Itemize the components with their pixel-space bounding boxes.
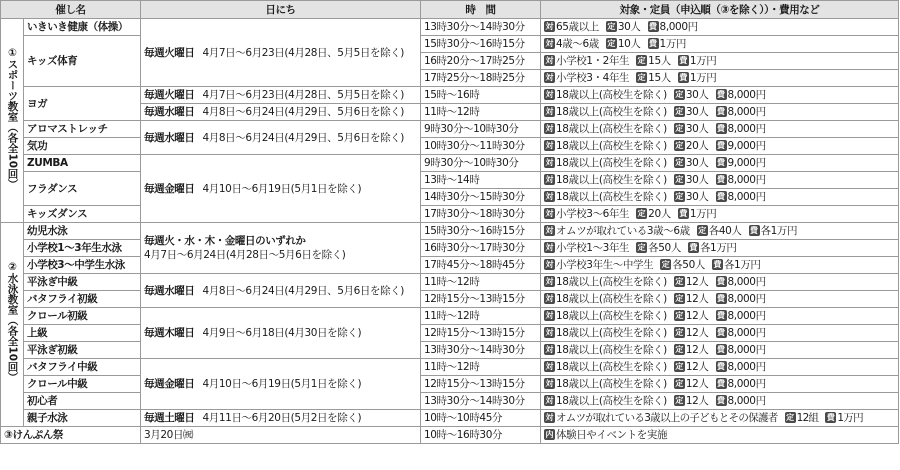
target-tag-icon: 対 (545, 396, 554, 405)
event-target (541, 257, 899, 274)
capacity-text: 30人 (685, 191, 709, 203)
date-range: 4月11日～6月20日(5月2日を除く) (202, 412, 362, 424)
event-target (541, 359, 899, 376)
fee-tag-icon: 費 (679, 73, 688, 82)
target-text: オムツが取れている3歳以上の子どもとその保護者 (556, 412, 778, 424)
event-name: ZUMBA (24, 155, 141, 172)
fest-time: 10時～16時30分 (421, 427, 541, 444)
event-target (541, 240, 899, 257)
fee-text: 各1万円 (760, 225, 798, 237)
capacity-tag-icon: 定 (675, 90, 684, 99)
fee-text: 各1万円 (699, 242, 737, 254)
capacity-text: 12人 (685, 293, 709, 305)
capacity-text: 20人 (685, 140, 709, 152)
header-date: 日にち (141, 1, 421, 19)
fee-tag-icon: 費 (717, 90, 726, 99)
event-time: 11時～12時 (421, 359, 541, 376)
weekday: 毎週金曜日 (144, 182, 195, 195)
event-name: いきいき健康（体操） (24, 19, 141, 36)
fee-tag-icon: 費 (717, 277, 726, 286)
event-name: 上級 (24, 325, 141, 342)
capacity-tag-icon: 定 (675, 141, 684, 150)
target-text: 4歳～6歳 (556, 38, 599, 50)
fee-text: 8,000円 (727, 378, 766, 390)
event-target (541, 172, 899, 189)
event-target (541, 410, 899, 427)
capacity-text: 10人 (617, 38, 641, 50)
event-target (541, 53, 899, 70)
event-name: キッズ体育 (24, 36, 141, 87)
event-time: 17時45分～18時45分 (421, 257, 541, 274)
fee-tag-icon: 費 (679, 56, 688, 65)
date-range: 4月8日～6月24日(4月29日、5月6日を除く) (202, 284, 404, 297)
capacity-text: 12人 (685, 276, 709, 288)
event-name: バタフライ中級 (24, 359, 141, 376)
fee-tag-icon: 費 (717, 141, 726, 150)
section-sports-label: ①スポーツ教室（各全10回） (6, 46, 19, 190)
capacity-text: 各50人 (648, 242, 681, 254)
weekday: 毎週火・水・木・金曜日のいずれか (144, 235, 306, 247)
weekday: 毎週火曜日 (144, 89, 195, 101)
capacity-text: 30人 (685, 123, 709, 135)
fee-text: 8,000円 (727, 344, 766, 356)
event-date (141, 410, 421, 427)
event-name: クロール中級 (24, 376, 141, 393)
event-name: 小学校3～中学生水泳 (24, 257, 141, 274)
fee-text: 各1万円 (723, 259, 761, 271)
table-row (1, 291, 899, 308)
fee-tag-icon: 費 (717, 107, 726, 116)
table-row (1, 410, 899, 427)
date-range: 4月7日～6月23日(4月28日、5月5日を除く) (202, 46, 404, 59)
target-text: 小学校3～6年生 (556, 208, 630, 220)
event-target (541, 274, 899, 291)
event-time: 9時30分～10時30分 (421, 155, 541, 172)
table-row (1, 121, 899, 138)
event-time: 15時～16時 (421, 87, 541, 104)
fee-text: 8,000円 (727, 327, 766, 339)
capacity-tag-icon: 定 (675, 328, 684, 337)
date-range: 4月8日～6月24日(4月29日、5月6日を除く) (202, 106, 404, 118)
capacity-text: 各40人 (708, 225, 742, 237)
header-target: 対象・定員（申込順（③を除く））・費用など (541, 1, 899, 19)
event-name: 平泳ぎ初級 (24, 342, 141, 359)
fee-text: 8,000円 (727, 310, 766, 322)
event-time: 11時～12時 (421, 308, 541, 325)
table-row (1, 155, 899, 172)
fee-text: 8,000円 (727, 276, 766, 288)
table-row (1, 223, 899, 240)
target-tag-icon: 対 (545, 260, 554, 269)
target-text: 18歳以上(高校生を除く) (556, 327, 667, 339)
capacity-tag-icon: 定 (675, 345, 684, 354)
event-time: 17時25分～18時25分 (421, 70, 541, 87)
target-text: 65歳以上 (556, 21, 599, 33)
fee-tag-icon: 費 (717, 158, 726, 167)
table-row (1, 87, 899, 104)
table-row (1, 342, 899, 359)
capacity-tag-icon: 定 (675, 396, 684, 405)
fee-tag-icon: 費 (689, 243, 698, 252)
target-text: 18歳以上(高校生を除く) (556, 361, 667, 373)
capacity-tag-icon: 定 (607, 22, 616, 31)
fee-tag-icon: 費 (717, 175, 726, 184)
target-text: 18歳以上(高校生を除く) (556, 276, 667, 288)
weekday: 毎週土曜日 (144, 412, 195, 424)
event-target (541, 36, 899, 53)
event-time: 14時30分～15時30分 (421, 189, 541, 206)
event-name: アロマストレッチ (24, 121, 141, 138)
fest-date: 3月20日㈷ (141, 427, 421, 444)
date-range: 4月10日～6月19日(5月1日を除く) (202, 378, 362, 390)
table-row (1, 206, 899, 223)
fee-text: 9,000円 (727, 140, 766, 152)
capacity-text: 20人 (648, 208, 671, 220)
date-range: 4月7日～6月23日(4月28日、5月5日を除く) (202, 89, 404, 101)
event-target (541, 104, 899, 121)
target-text: 18歳以上(高校生を除く) (556, 395, 667, 407)
event-target (541, 19, 899, 36)
fee-text: 1万円 (689, 72, 717, 84)
capacity-tag-icon: 定 (786, 413, 795, 422)
capacity-text: 12人 (685, 344, 709, 356)
event-name: 初心者 (24, 393, 141, 410)
fee-text: 1万円 (837, 412, 863, 424)
fee-tag-icon: 費 (717, 362, 726, 371)
capacity-text: 12人 (685, 395, 709, 407)
target-text: 18歳以上(高校生を除く) (556, 378, 667, 390)
event-time: 12時15分～13時15分 (421, 376, 541, 393)
capacity-tag-icon: 定 (607, 39, 616, 48)
event-target (541, 308, 899, 325)
table-row (1, 393, 899, 410)
capacity-text: 12組 (796, 412, 819, 424)
event-target (541, 325, 899, 342)
section-sports (1, 19, 24, 223)
capacity-text: 30人 (617, 21, 641, 33)
fee-tag-icon: 費 (717, 379, 726, 388)
target-tag-icon: 対 (545, 192, 554, 201)
fee-text: 8,000円 (727, 361, 766, 373)
date-range: 4月7日～6月24日(4月28日～5月6日を除く) (144, 249, 346, 261)
fee-text: 8,000円 (727, 106, 766, 118)
target-text: 18歳以上(高校生を除く) (556, 191, 667, 203)
event-date (141, 121, 421, 155)
table-row (1, 240, 899, 257)
target-text: 小学校1～3年生 (556, 242, 630, 254)
fee-text: 8,000円 (659, 21, 698, 33)
table-row (1, 36, 899, 53)
event-date (141, 274, 421, 308)
event-time: 12時15分～13時15分 (421, 325, 541, 342)
target-tag-icon: 対 (545, 22, 554, 31)
event-time: 15時30分～16時15分 (421, 223, 541, 240)
weekday: 毎週火曜日 (144, 46, 195, 59)
capacity-text: 各50人 (672, 259, 705, 271)
header-time: 時 間 (421, 1, 541, 19)
target-text: 18歳以上(高校生を除く) (556, 174, 667, 186)
capacity-text: 12人 (685, 378, 709, 390)
target-tag-icon: 対 (545, 141, 554, 150)
capacity-tag-icon: 定 (637, 243, 646, 252)
weekday: 毎週水曜日 (144, 106, 195, 118)
target-tag-icon: 対 (545, 362, 554, 371)
target-tag-icon: 対 (545, 413, 554, 422)
target-text: オムツが取れている3歳～6歳 (556, 225, 690, 237)
event-target (541, 376, 899, 393)
event-name: 小学校1～3年生水泳 (24, 240, 141, 257)
table-row (1, 138, 899, 155)
event-target (541, 87, 899, 104)
event-date (141, 155, 421, 223)
target-text: 小学校1・2年生 (556, 55, 630, 67)
event-name: クロール初級 (24, 308, 141, 325)
event-target (541, 70, 899, 87)
event-date (141, 19, 421, 87)
capacity-tag-icon: 定 (675, 362, 684, 371)
fee-tag-icon: 費 (750, 226, 759, 235)
target-tag-icon: 対 (545, 311, 554, 320)
event-target (541, 342, 899, 359)
capacity-tag-icon: 定 (675, 124, 684, 133)
table-row (1, 19, 899, 36)
event-target (541, 121, 899, 138)
event-time: 10時～10時45分 (421, 410, 541, 427)
event-name: 親子水泳 (24, 410, 141, 427)
fee-text: 8,000円 (727, 174, 766, 186)
event-time: 16時30分～17時30分 (421, 240, 541, 257)
event-name: ヨガ (24, 87, 141, 121)
target-text: 小学校3・4年生 (556, 72, 630, 84)
event-time: 12時15分～13時15分 (421, 291, 541, 308)
header-event: 催し名 (1, 1, 141, 19)
capacity-tag-icon: 定 (698, 226, 707, 235)
table-row (1, 376, 899, 393)
target-text: 18歳以上(高校生を除く) (556, 89, 667, 101)
event-date (141, 104, 421, 121)
fee-tag-icon: 費 (649, 39, 658, 48)
event-target (541, 393, 899, 410)
event-name: バタフライ初級 (24, 291, 141, 308)
target-tag-icon: 対 (545, 328, 554, 337)
weekday: 毎週水曜日 (144, 284, 195, 297)
event-time: 13時30分～14時30分 (421, 393, 541, 410)
event-name: 幼児水泳 (24, 223, 141, 240)
weekday: 毎週木曜日 (144, 327, 195, 339)
capacity-text: 15人 (648, 55, 671, 67)
capacity-tag-icon: 定 (675, 277, 684, 286)
fee-text: 8,000円 (727, 293, 766, 305)
header-row (1, 1, 899, 19)
event-time: 13時30分～14時30分 (421, 342, 541, 359)
fee-text: 8,000円 (727, 89, 766, 101)
event-time: 11時～12時 (421, 274, 541, 291)
fee-tag-icon: 費 (679, 209, 688, 218)
capacity-tag-icon: 定 (675, 175, 684, 184)
capacity-tag-icon: 定 (675, 379, 684, 388)
capacity-text: 12人 (685, 361, 709, 373)
capacity-tag-icon: 定 (637, 56, 646, 65)
table-row (1, 274, 899, 291)
event-time: 13時30分～14時30分 (421, 19, 541, 36)
event-name: 気功 (24, 138, 141, 155)
target-text: 18歳以上(高校生を除く) (556, 310, 667, 322)
fee-tag-icon: 費 (717, 192, 726, 201)
event-target (541, 223, 899, 240)
target-text: 小学校3年生～中学生 (556, 259, 654, 271)
target-tag-icon: 対 (545, 243, 554, 252)
target-tag-icon: 対 (545, 294, 554, 303)
capacity-text: 12人 (685, 310, 709, 322)
event-time: 13時～14時 (421, 172, 541, 189)
fee-tag-icon: 費 (713, 260, 722, 269)
section-swim-label: ②水泳教室（各全10回） (6, 261, 19, 383)
weekday: 毎週金曜日 (144, 378, 195, 390)
event-date (141, 223, 421, 274)
event-target (541, 291, 899, 308)
weekday: 毎週水曜日 (144, 131, 195, 144)
fee-text: 8,000円 (727, 191, 766, 203)
event-time: 10時30分～11時30分 (421, 138, 541, 155)
target-tag-icon: 対 (545, 107, 554, 116)
event-time: 11時～12時 (421, 104, 541, 121)
event-date (141, 87, 421, 104)
event-target (541, 138, 899, 155)
fee-tag-icon: 費 (717, 124, 726, 133)
capacity-tag-icon: 定 (637, 73, 646, 82)
table-row (1, 257, 899, 274)
capacity-text: 30人 (685, 89, 709, 101)
content-text: 体験日やイベントを実施 (556, 429, 668, 441)
fee-tag-icon: 費 (717, 345, 726, 354)
target-text: 18歳以上(高校生を除く) (556, 293, 667, 305)
target-tag-icon: 対 (545, 39, 554, 48)
capacity-tag-icon: 定 (661, 260, 670, 269)
event-target (541, 155, 899, 172)
date-range: 4月9日～6月18日(4月30日を除く) (202, 327, 362, 339)
table-row (1, 359, 899, 376)
event-time: 17時30分～18時30分 (421, 206, 541, 223)
target-tag-icon: 対 (545, 226, 554, 235)
target-tag-icon: 対 (545, 124, 554, 133)
table-row (1, 427, 899, 444)
fee-text: 8,000円 (727, 395, 766, 407)
capacity-tag-icon: 定 (675, 158, 684, 167)
capacity-tag-icon: 定 (675, 192, 684, 201)
capacity-text: 12人 (685, 327, 709, 339)
target-tag-icon: 対 (545, 345, 554, 354)
target-tag-icon: 対 (545, 90, 554, 99)
capacity-tag-icon: 定 (675, 294, 684, 303)
fee-text: 9,000円 (727, 157, 766, 169)
date-range: 4月10日～6月19日(5月1日を除く) (202, 182, 362, 195)
target-tag-icon: 対 (545, 379, 554, 388)
fee-tag-icon: 費 (717, 396, 726, 405)
fest-content (541, 427, 899, 444)
fee-tag-icon: 費 (717, 311, 726, 320)
content-tag-icon: 内 (545, 430, 554, 439)
event-name: キッズダンス (24, 206, 141, 223)
fee-tag-icon: 費 (826, 413, 835, 422)
capacity-text: 15人 (648, 72, 671, 84)
fee-text: 1万円 (659, 38, 687, 50)
target-text: 18歳以上(高校生を除く) (556, 344, 667, 356)
capacity-text: 30人 (685, 157, 709, 169)
event-time: 15時30分～16時15分 (421, 36, 541, 53)
event-target (541, 189, 899, 206)
capacity-tag-icon: 定 (675, 311, 684, 320)
target-text: 18歳以上(高校生を除く) (556, 106, 667, 118)
event-date (141, 359, 421, 410)
capacity-tag-icon: 定 (675, 107, 684, 116)
event-time: 16時20分～17時25分 (421, 53, 541, 70)
table-row (1, 308, 899, 325)
event-name: 平泳ぎ中級 (24, 274, 141, 291)
target-tag-icon: 対 (545, 56, 554, 65)
target-tag-icon: 対 (545, 158, 554, 167)
fee-text: 8,000円 (727, 123, 766, 135)
table-row (1, 325, 899, 342)
target-tag-icon: 対 (545, 209, 554, 218)
target-tag-icon: 対 (545, 175, 554, 184)
section-swim (1, 223, 24, 427)
target-tag-icon: 対 (545, 73, 554, 82)
event-name: フラダンス (24, 172, 141, 206)
fee-tag-icon: 費 (717, 294, 726, 303)
event-time: 9時30分～10時30分 (421, 121, 541, 138)
target-text: 18歳以上(高校生を除く) (556, 140, 667, 152)
capacity-text: 30人 (685, 174, 709, 186)
target-tag-icon: 対 (545, 277, 554, 286)
event-date (141, 308, 421, 359)
fee-text: 1万円 (689, 55, 717, 67)
target-text: 18歳以上(高校生を除く) (556, 157, 667, 169)
capacity-text: 30人 (685, 106, 709, 118)
fee-tag-icon: 費 (717, 328, 726, 337)
date-range: 4月8日～6月24日(4月29日、5月6日を除く) (202, 131, 404, 144)
table-row (1, 172, 899, 189)
fee-text: 1万円 (689, 208, 717, 220)
fee-tag-icon: 費 (649, 22, 658, 31)
capacity-tag-icon: 定 (637, 209, 646, 218)
target-text: 18歳以上(高校生を除く) (556, 123, 667, 135)
event-target (541, 206, 899, 223)
fest-name: ③けんぷん祭 (1, 427, 141, 444)
